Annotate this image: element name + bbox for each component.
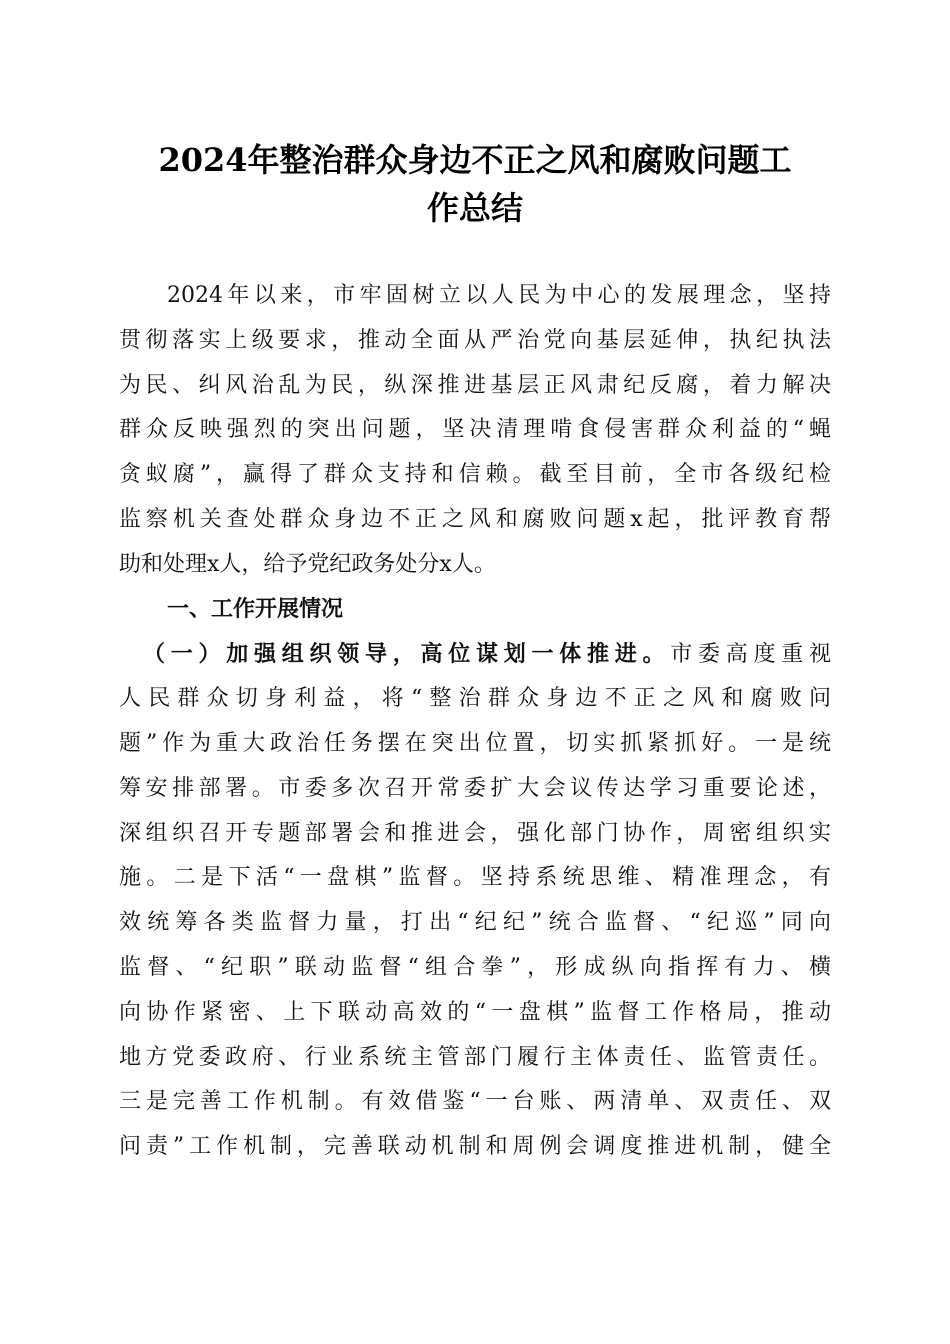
body-line: 人民群众切身利益，将“整治群众身边不正之风和腐败问 [119, 686, 831, 712]
body-line: 地方党委政府、行业系统主管部门履行主体责任、监管责任。 [119, 1044, 831, 1070]
section-heading: 一、工作开展情况 [167, 596, 344, 622]
body-line: 监督、“纪职”联动监督“组合拳”，形成纵向指挥有力、横 [119, 954, 831, 980]
intro-line: 监察机关查处群众身边不正之风和腐败问题x起，批评教育帮 [119, 506, 831, 532]
subsection-first-line-text: 市委高度重视 [670, 642, 831, 668]
body-line: 三是完善工作机制。有效借鉴“一台账、两清单、双责任、双 [119, 1089, 831, 1115]
intro-line: 2024年以来，市牢固树立以人民为中心的发展理念，坚持 [167, 283, 831, 308]
body-line: 题”作为重大政治任务摆在突出位置，切实抓紧抓好。一是统 [119, 730, 831, 756]
intro-line: 群众反映强烈的突出问题，坚决清理啃食侵害群众利益的“蝇 [119, 417, 831, 443]
body-line: 效统筹各类监督力量，打出“纪纪”统合监督、“纪巡”同向 [119, 910, 831, 936]
document-title [100, 136, 850, 232]
subsection-heading: （一）加强组织领导，高位谋划一体推进。 [143, 641, 671, 668]
body-line: 问责”工作机制，完善联动机制和周例会调度推进机制，健全 [119, 1134, 831, 1160]
body-line: 筹安排部署。市委多次召开常委扩大会议传达学习重要论述， [119, 775, 831, 801]
body-line: 施。二是下活“一盘棋”监督。坚持系统思维、精准理念，有 [119, 865, 831, 891]
intro-line: 贯彻落实上级要求，推动全面从严治党向基层延伸，执纪执法 [119, 327, 831, 353]
intro-line: 为民、纠风治乱为民，纵深推进基层正风肃纪反腐，着力解决 [119, 372, 831, 398]
title-line-2: 作总结 [426, 189, 523, 227]
subsection-first-line [119, 632, 831, 677]
document-body [119, 274, 831, 1170]
intro-line: 助和处理x人，给予党纪政务处分x人。 [119, 551, 496, 577]
title-line-1: 2024年整治群众身边不正之风和腐败问题工 [158, 141, 792, 179]
body-line: 向协作紧密、上下联动高效的“一盘棋”监督工作格局，推动 [119, 999, 831, 1025]
intro-line: 贪蚁腐”，赢得了群众支持和信赖。截至目前，全市各级纪检 [119, 462, 831, 488]
body-line: 深组织召开专题部署会和推进会，强化部门协作，周密组织实 [119, 820, 831, 846]
